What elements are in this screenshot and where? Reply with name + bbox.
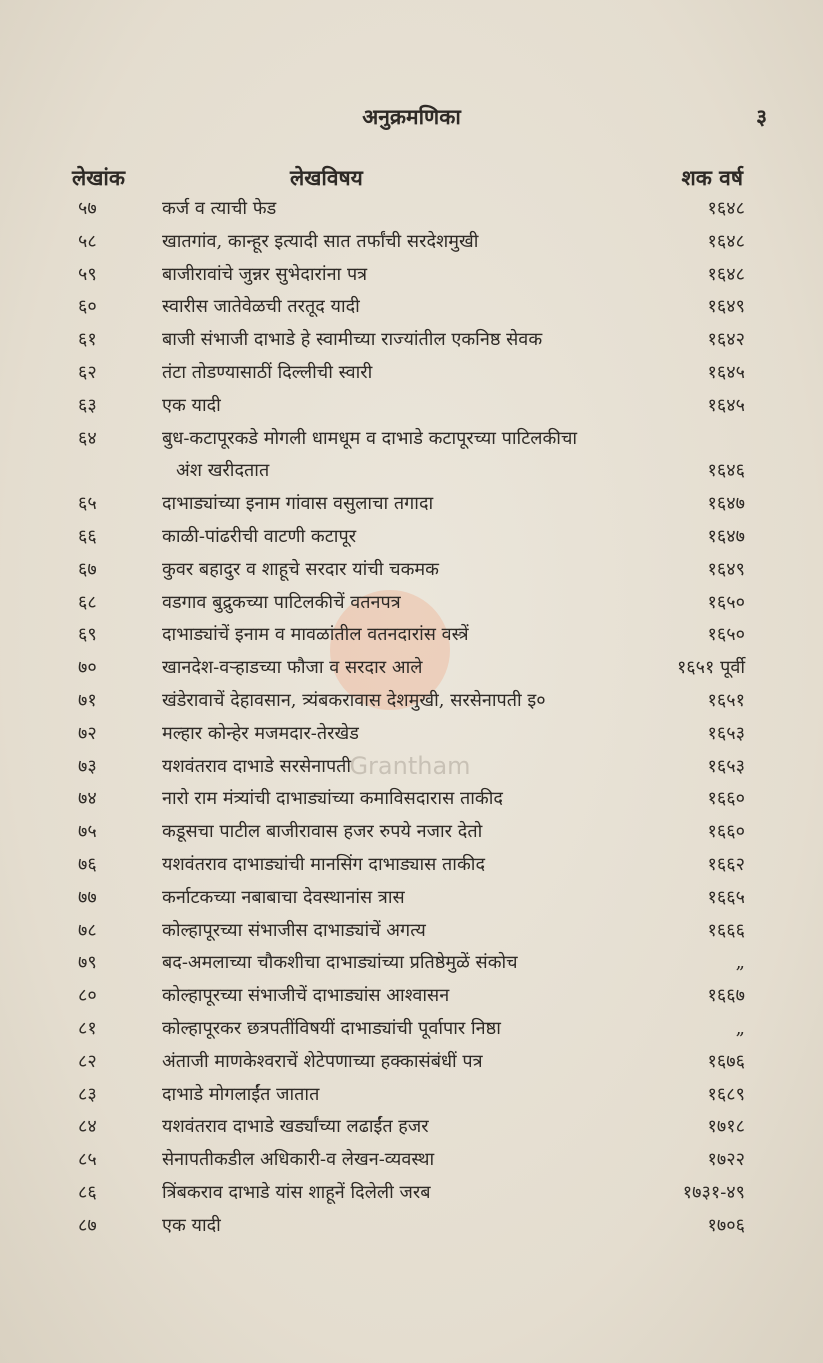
list-item [0,816,823,849]
entry-number: ६४ [78,427,97,449]
entry-subject [162,882,662,915]
list-item [0,291,823,324]
entry-subject-line: खंडेरावाचें देहावसान, त्र्यंबकरावास देशमुखी, सरसेनापती इ० [162,689,546,711]
list-item [0,488,823,521]
entry-subject-line: नारो राम मंत्र्यांची दाभाड्यांच्या कमाविसदारास ताकीद [162,788,503,810]
entry-subject-line-2: अंश खरीदतात [176,460,270,482]
entry-subject [162,1144,662,1177]
list-item [0,324,823,357]
list-item [0,652,823,685]
entry-subject-line: बद-अमलाच्या चौकशीचा दाभाड्यांच्या प्रतिष्ठेमुळें संकोच [162,952,518,974]
entry-number: ८३ [78,1083,97,1105]
list-item [0,1046,823,1079]
entry-number: ७३ [78,755,97,777]
entry-year: १७३१-४९ [682,1181,745,1203]
entry-subject [162,1210,662,1243]
entry-year: १६४२ [707,329,745,351]
list-item [0,226,823,259]
entry-number: ७४ [78,788,97,810]
entry-number: ६५ [78,493,97,515]
list-item [0,882,823,915]
list-item [0,587,823,620]
entry-year: १६६० [707,788,745,810]
entry-number: ७० [78,657,97,679]
entry-number: ६७ [78,558,97,580]
entry-subject-line: अंताजी माणकेश्वराचें शेटेपणाच्या हक्कासंबंधीं पत्र [162,1050,483,1072]
entry-subject [162,1177,662,1210]
entry-year: १६४७ [707,525,745,547]
entry-subject-line: कोल्हापूरकर छत्रपतींविषयीं दाभाड्यांची पूर्वापार निष्ठा [162,1017,501,1039]
list-item [0,390,823,423]
entry-subject-line: मल्हार कोन्हेर मजमदार-तेरखेड [162,722,359,744]
entry-subject-line: बाजी संभाजी दाभाडे हे स्वामीच्या राज्यांतील एकनिष्ठ सेवक [162,329,543,351]
entry-subject-line: यशवंतराव दाभाड्यांची मानसिंग दाभाड्यास ताकीद [162,853,485,875]
entry-number: ५९ [78,263,97,285]
column-header-year: शक वर्ष [681,165,743,190]
entry-year: १६६६ [707,919,745,941]
entry-subject-line: कुवर बहादुर व शाहूचे सरदार यांची चकमक [162,558,439,580]
entry-year: १६५० [707,624,745,646]
watermark-text: Grantham [349,752,471,780]
entry-subject [162,980,662,1013]
entry-year: १६४५ [707,394,745,416]
entry-subject [162,587,662,620]
contents-list [0,193,823,1243]
entry-number: ८१ [78,1017,97,1039]
entry-year: १६५१ [707,689,745,711]
entry-subject [162,521,662,554]
entry-subject [162,947,662,980]
list-item [0,259,823,292]
entry-number: ७५ [78,821,97,843]
entry-subject-line: त्रिंबकराव दाभाडे यांस शाहूनें दिलेली जरब [162,1181,431,1203]
entry-subject-line: कोल्हापूरच्या संभाजीचें दाभाड्यांस आश्वासन [162,985,450,1007]
page-number: ३ [756,104,767,129]
entry-number: ६८ [78,591,97,613]
entry-year: १६५१ पूर्वी [676,657,745,679]
entry-subject-line: कोल्हापूरच्या संभाजीस दाभाड्यांचें अगत्य [162,919,426,941]
list-item [0,947,823,980]
column-header-subject: लेखविषय [290,165,363,190]
entry-number: ७७ [78,886,97,908]
entry-subject-line: खातगांव, कान्हूर इत्यादी सात तर्फांची सरदेशमुखी [162,230,479,252]
entry-subject [162,751,662,784]
entry-subject [162,816,662,849]
entry-subject-line: एक यादी [162,1214,221,1236]
entry-subject-line: स्वारीस जातेवेळची तरतूद यादी [162,296,360,318]
entry-year: १६४८ [707,198,745,219]
list-item [0,357,823,390]
entry-number: ५७ [78,198,97,219]
entry-year: १६५३ [707,722,745,744]
entry-number: ७६ [78,853,97,875]
list-item [0,751,823,784]
entry-year: १६४७ [707,493,745,515]
entry-subject [162,193,662,226]
entry-subject-line: एक यादी [162,394,221,416]
entry-subject-line: तंटा तोडण्यासाठीं दिल्लीची स्वारी [162,361,373,383]
entry-subject [162,324,662,357]
entry-number: ८४ [78,1116,97,1138]
entry-number: ७८ [78,919,97,941]
entry-number: ८७ [78,1214,97,1236]
entry-subject [162,783,662,816]
list-item [0,1144,823,1177]
list-item [0,915,823,948]
entry-subject [162,1046,662,1079]
entry-subject [162,423,662,489]
list-item [0,1013,823,1046]
list-item [0,193,823,226]
entry-year: १६४९ [707,296,745,318]
entry-year: १७२२ [707,1149,745,1171]
entry-subject-line: दाभाड्यांच्या इनाम गांवास वसुलाचा तगादा [162,493,434,515]
list-item [0,1111,823,1144]
entry-subject [162,259,662,292]
entry-number: ६३ [78,394,97,416]
entry-number: ७२ [78,722,97,744]
list-item [0,718,823,751]
entry-subject-line: काळी-पांढरीची वाटणी कटापूर [162,525,357,547]
entry-number: ६० [78,296,97,318]
entry-subject [162,652,662,685]
entry-number: ६६ [78,525,97,547]
entry-subject [162,291,662,324]
entry-subject-line: कर्ज व त्याची फेड [162,198,277,219]
entry-subject [162,554,662,587]
list-item [0,783,823,816]
entry-number: ७९ [78,952,97,974]
entry-year: १६६२ [707,853,745,875]
entry-subject-line: बुध-कटापूरकडे मोगली धामधूम व दाभाडे कटापूरच्या पाटिलकीचा [162,427,578,449]
entry-subject [162,619,662,652]
list-item [0,554,823,587]
entry-subject-line: यशवंतराव दाभाडे सरसेनापती [162,755,352,777]
entry-subject [162,849,662,882]
list-item [0,685,823,718]
entry-number: ८६ [78,1181,97,1203]
entry-year: १६४८ [707,263,745,285]
entry-year: १६४८ [707,230,745,252]
entry-year: „ [735,952,745,974]
entry-year: १६४५ [707,361,745,383]
entry-number: ७१ [78,689,97,711]
entry-subject-line: कर्नाटकच्या नबाबाचा देवस्थानांस त्रास [162,886,405,908]
entry-number: ८५ [78,1149,97,1171]
column-header-number: लेखांक [72,165,125,190]
entry-number: ६२ [78,361,97,383]
entry-subject [162,357,662,390]
entry-subject-line: बाजीरावांचे जुन्नर सुभेदारांना पत्र [162,263,368,285]
entry-subject-line: कडूसचा पाटील बाजीरावास हजर रुपये नजार देतो [162,821,483,843]
entry-year: १७०६ [707,1214,745,1236]
list-item [0,423,823,489]
entry-subject [162,488,662,521]
entry-number: ६९ [78,624,97,646]
entry-subject [162,685,662,718]
entry-subject [162,226,662,259]
entry-year: १६८९ [707,1083,745,1105]
page-title: अनुक्रमणिका [362,104,461,129]
entry-subject-line: दाभाड्यांचें इनाम व मावळांतील वतनदारांस वस्त्रें [162,624,469,646]
entry-year: १६६७ [707,985,745,1007]
entry-subject [162,1111,662,1144]
entry-year: „ [735,1017,745,1039]
entry-number: ६१ [78,329,97,351]
entry-year: १६६५ [707,886,745,908]
list-item [0,980,823,1013]
entry-subject-line: यशवंतराव दाभाडे खर्ड्यांच्या लढाईंत हजर [162,1116,429,1138]
entry-year: १७१८ [707,1116,745,1138]
entry-year: १६५० [707,591,745,613]
entry-number: ५८ [78,230,97,252]
entry-year: १६४९ [707,558,745,580]
entry-year: १६७६ [707,1050,745,1072]
list-item [0,521,823,554]
list-item [0,619,823,652]
list-item [0,1079,823,1112]
entry-year: १६६० [707,821,745,843]
entry-subject [162,390,662,423]
list-item [0,849,823,882]
list-item [0,1210,823,1243]
entry-subject-line: दाभाडे मोगलाईंत जातात [162,1083,320,1105]
entry-subject-line: सेनापतीकडील अधिकारी-व लेखन-व्यवस्था [162,1149,435,1171]
entry-subject-line: खानदेश-वऱ्हाडच्या फौजा व सरदार आले [162,657,423,679]
entry-year: १६५३ [707,755,745,777]
list-item [0,1177,823,1210]
entry-subject [162,718,662,751]
entry-subject [162,1013,662,1046]
entry-number: ८० [78,985,97,1007]
entry-year: १६४६ [707,460,745,482]
entry-subject-line: वडगाव बुद्रुकच्या पाटिलकीचें वतनपत्र [162,591,401,613]
entry-subject [162,1079,662,1112]
entry-subject [162,915,662,948]
entry-number: ८२ [78,1050,97,1072]
